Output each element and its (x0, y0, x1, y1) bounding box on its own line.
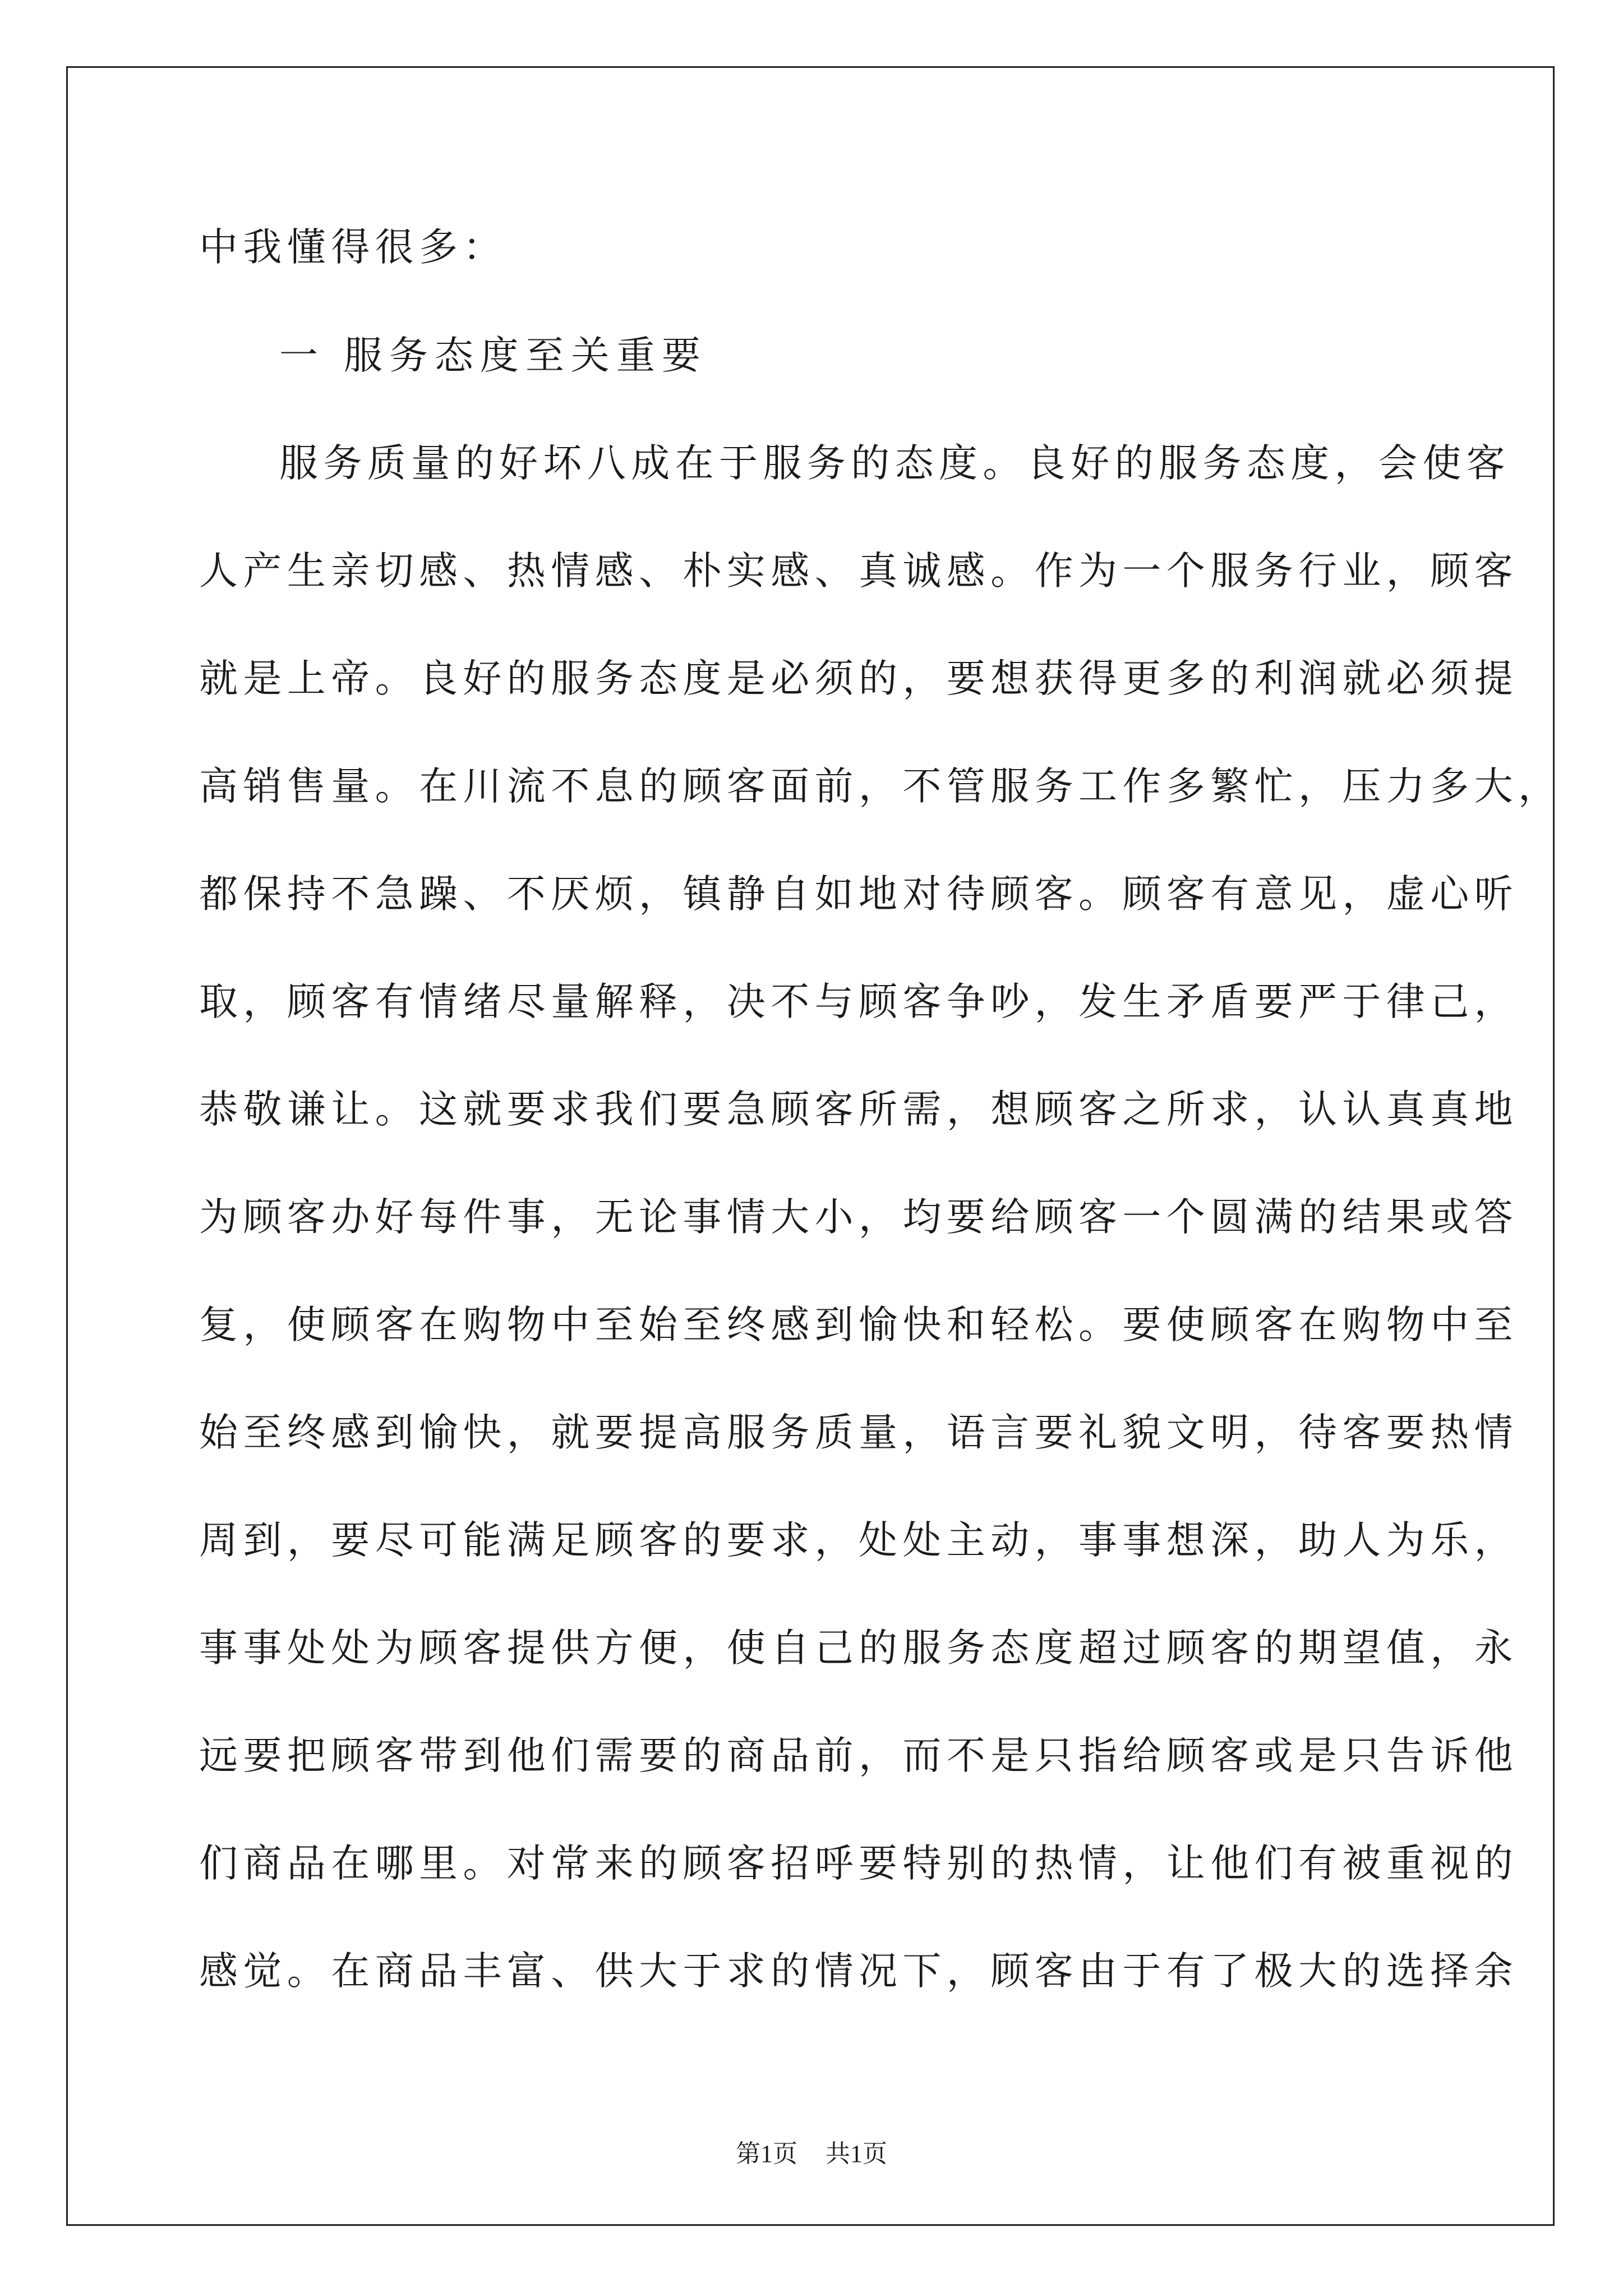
body-text-line: 感觉。在商品丰富、供大于求的情况下，顾客由于有了极大的选择余 (199, 1949, 1518, 1994)
page-number: 第1页 (736, 2140, 797, 2168)
section-heading: 一 服务态度至关重要 (279, 333, 707, 378)
body-text-line: 人产生亲切感、热情感、朴实感、真诚感。作为一个服务行业，顾客 (199, 549, 1518, 593)
body-text-line: 取，顾客有情绪尽量解释，决不与顾客争吵，发生矛盾要严于律己， (199, 979, 1518, 1024)
body-text-line: 恭敬谦让。这就要求我们要急顾客所需，想顾客之所求，认认真真地 (199, 1087, 1518, 1132)
body-text-line: 都保持不急躁、不厌烦，镇静自如地对待顾客。顾客有意见，虚心听 (199, 872, 1518, 917)
page-footer (0, 2137, 1623, 2171)
body-text-line: 中我懂得很多： (199, 225, 507, 270)
page-border (66, 66, 1562, 2226)
body-text-line: 们商品在哪里。对常来的顾客招呼要特别的热情，让他们有被重视的 (199, 1841, 1518, 1886)
body-text-line: 周到，要尽可能满足顾客的要求，处处主动，事事想深，助人为乐， (199, 1518, 1518, 1563)
body-text-line: 就是上帝。良好的服务态度是必须的，要想获得更多的利润就必须提 (199, 656, 1518, 701)
body-text-line: 为顾客办好每件事，无论事情大小，均要给顾客一个圆满的结果或答 (199, 1195, 1518, 1240)
page-count: 共1页 (826, 2140, 887, 2168)
body-text-line: 事事处处为顾客提供方便，使自己的服务态度超过顾客的期望值，永 (199, 1626, 1518, 1671)
body-text-line: 高销售量。在川流不息的顾客面前，不管服务工作多繁忙，压力多大， (199, 764, 1562, 809)
body-text-line: 始至终感到愉快，就要提高服务质量，语言要礼貌文明，待客要热情 (199, 1410, 1518, 1455)
body-text-line: 远要把顾客带到他们需要的商品前，而不是只指给顾客或是只告诉他 (199, 1733, 1518, 1778)
body-text-line: 复，使顾客在购物中至始至终感到愉快和轻松。要使顾客在购物中至 (199, 1303, 1518, 1347)
paragraph-first-line: 服务质量的好坏八成在于服务的态度。良好的服务态度，会使客 (279, 441, 1511, 486)
